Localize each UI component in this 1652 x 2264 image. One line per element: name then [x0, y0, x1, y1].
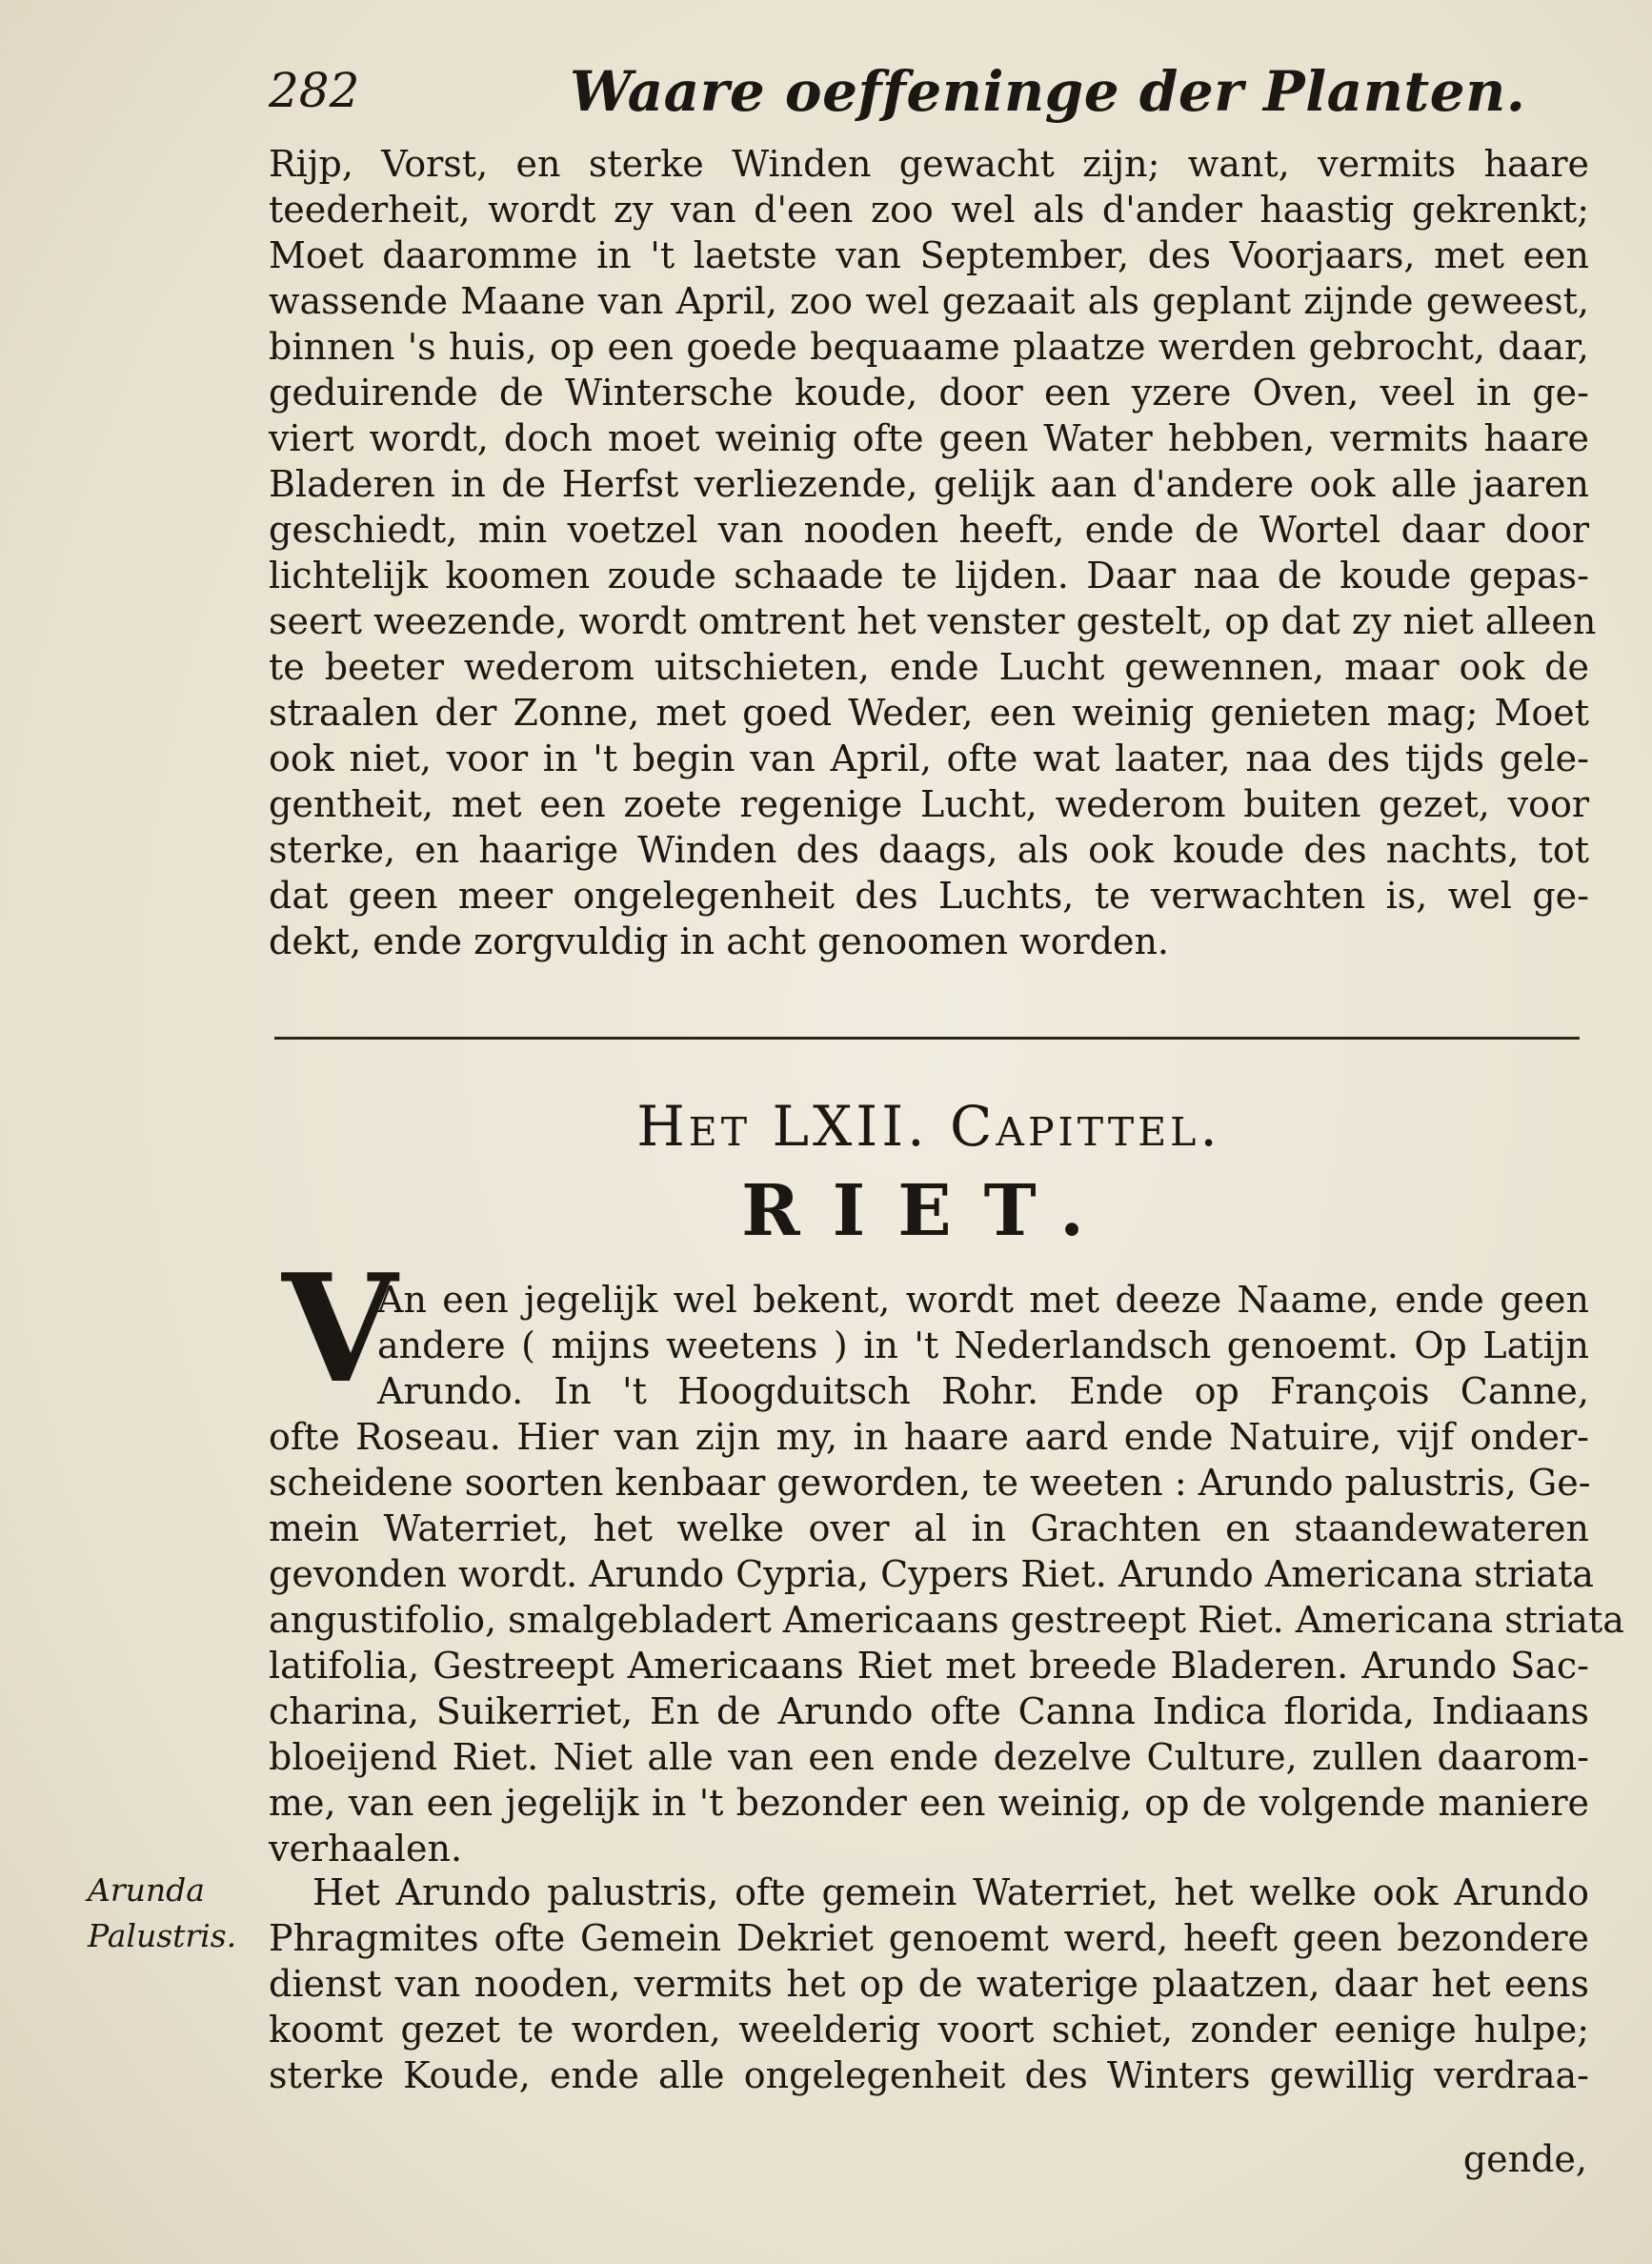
text-line: geschiedt, min voetzel van nooden heeft, ende de Wortel daar door — [269, 509, 1589, 551]
running-title: Waare oeffeninge der Planten. — [570, 59, 1526, 124]
catchword: gende, — [1462, 2138, 1587, 2180]
text-line: dekt, ende zorgvuldig in acht genoomen worden. — [269, 920, 1170, 962]
text-line: koomt gezet te worden, weelderig voort schiet, zonder eenige hulpe; — [269, 2009, 1589, 2051]
text-line: ofte Roseau. Hier van zijn my, in haare aard ende Natuire, vijf onder- — [269, 1416, 1589, 1458]
text-line: charina, Suikerriet, En de Arundo ofte Canna Indica florida, Indiaans — [269, 1690, 1589, 1732]
text-line: ook niet, voor in 't begin van April, ofte wat laater, naa des tijds gele- — [269, 738, 1589, 779]
text-line: geduirende de Wintersche koude, door een yzere Oven, veel in ge- — [269, 372, 1589, 414]
text-line: Bladeren in de Herfst verliezende, gelijk aan d'andere ook alle jaaren — [269, 463, 1589, 505]
text-line: viert wordt, doch moet weinig ofte geen Water hebben, vermits haare — [269, 417, 1589, 459]
margin-note-line: Palustris. — [88, 1917, 237, 1954]
section-divider — [274, 1037, 1580, 1040]
text-line: teederheit, wordt zy van d'een zoo wel als d'ander haastig gekrenkt; — [269, 189, 1589, 231]
margin-note — [88, 1868, 259, 1959]
text-line: lichtelijk koomen zoude schaade te lijden. Daar naa de koude gepas- — [269, 555, 1589, 596]
text-line: scheidene soorten kenbaar geworden, te weeten : Arundo palustris, Ge- — [269, 1462, 1591, 1504]
text-line: Phragmites ofte Gemein Dekriet genoemt werd, heeft geen bezondere — [269, 1917, 1589, 1959]
text-line: sterke Koude, ende alle ongelegenheit des Winters gewillig verdraa- — [269, 2054, 1589, 2096]
text-line: dienst van nooden, vermits het op de waterige plaatzen, daar het eens — [269, 1963, 1589, 2005]
text-line: dat geen meer ongelegenheit des Luchts, te verwachten is, wel ge- — [269, 875, 1589, 917]
text-line: gentheit, met een zoete regenige Lucht, wederom buiten gezet, voor — [269, 783, 1589, 825]
text-line: latifolia, Gestreept Americaans Riet met breede Bladeren. Arundo Sac- — [269, 1645, 1589, 1687]
text-line: Rijp, Vorst, en sterke Winden gewacht zijn; want, vermits haare — [269, 143, 1589, 185]
text-line: verhaalen. — [269, 1828, 463, 1870]
text-line: An een jegelijk wel bekent, wordt met deeze Naame, ende geen — [377, 1279, 1589, 1321]
chapter-title: RIET. — [741, 1170, 1117, 1252]
text-line: seert weezende, wordt omtrent het venster gestelt, op dat zy niet alleen — [269, 600, 1597, 642]
text-line: me, van een jegelijk in 't bezonder een weinig, op de volgende maniere — [269, 1782, 1589, 1824]
drop-cap: V — [282, 1242, 398, 1416]
text-line: Het Arundo palustris, ofte gemein Waterriet, het welke ook Arundo — [312, 1871, 1589, 1913]
page-header — [269, 59, 1583, 130]
chapter-heading: Het LXII. Capittel. — [636, 1094, 1221, 1159]
text-line: te beeter wederom uitschieten, ende Lucht gewennen, maar ook de — [269, 646, 1589, 688]
text-line: sterke, en haarige Winden des daags, als ook koude des nachts, tot — [269, 829, 1589, 871]
text-line: bloeijend Riet. Niet alle van een ende dezelve Culture, zullen daarom- — [269, 1736, 1589, 1778]
text-line: Moet daaromme in 't laetste van September, des Voorjaars, met een — [269, 234, 1589, 276]
paragraph-3 — [269, 1870, 1589, 2098]
text-line: binnen 's huis, op een goede bequaame plaatze werden gebrocht, daar, — [269, 326, 1589, 368]
page-number: 282 — [269, 63, 360, 118]
text-line: mein Waterriet, het welke over al in Grachten en staandewateren — [269, 1507, 1589, 1549]
paragraph-2 — [269, 1277, 1624, 1871]
text-line: angustifolio, smalgebladert Americaans gestreept Riet. Americana striata — [269, 1599, 1624, 1641]
text-line: Arundo. In 't Hoogduitsch Rohr. Ende op François Canne, — [377, 1370, 1589, 1412]
text-line: andere ( mijns weetens ) in 't Nederlandsch genoemt. Op Latijn — [377, 1324, 1589, 1366]
paragraph-1 — [269, 141, 1597, 964]
text-line: straalen der Zonne, met goed Weder, een weinig genieten mag; Moet — [269, 692, 1589, 734]
text-line: gevonden wordt. Arundo Cypria, Cypers Riet. Arundo Americana striata — [269, 1553, 1594, 1595]
text-line: wassende Maane van April, zoo wel gezaait als geplant zijnde geweest, — [269, 280, 1589, 322]
margin-note-line: Arunda — [88, 1871, 205, 1909]
